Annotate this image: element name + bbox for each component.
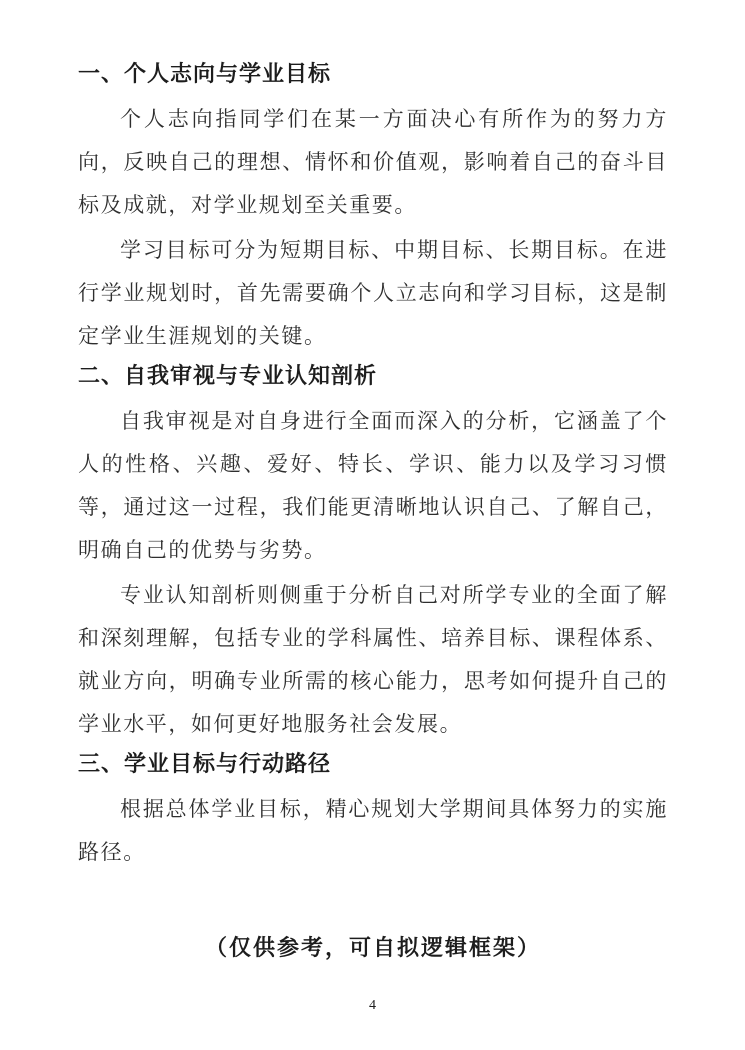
- page-number: 4: [369, 998, 376, 1013]
- section-action-path: [78, 748, 668, 874]
- section-self-review: [78, 360, 668, 746]
- document-content: [78, 58, 668, 969]
- paragraph: 个人志向指同学们在某一方面决心有所作为的努力方向，反映自己的理想、情怀和价值观，影响着自己的奋斗目标及成就，对学业规划至关重要。: [78, 107, 668, 217]
- section-heading-2: 二、自我审视与专业认知剖析: [78, 363, 378, 388]
- section-heading-3: 三、学业目标与行动路径: [78, 751, 332, 776]
- paragraph: 专业认知剖析则侧重于分析自己对所学专业的全面了解和深刻理解，包括专业的学科属性、培养目标、课程体系、就业方向，明确专业所需的核心能力，思考如何提升自己的学业水平，如何更好地服务社会发展。: [78, 583, 668, 736]
- page-footer: [0, 996, 745, 1014]
- paragraph: 自我审视是对自身进行全面而深入的分析，它涵盖了个人的性格、兴趣、爱好、特长、学识、能力以及学习习惯等，通过这一过程，我们能更清晰地认识自己、了解自己，明确自己的优势与劣势。: [78, 409, 668, 562]
- section-personal-ambition: [78, 58, 668, 358]
- paragraph: 学习目标可分为短期目标、中期目标、长期目标。在进行学业规划时，首先需要确个人立志向和学习目标，这是制定学业生涯规划的关键。: [78, 238, 668, 348]
- reference-note: （仅供参考，可自拟逻辑框架）: [204, 935, 541, 960]
- section-heading-1: 一、个人志向与学业目标: [78, 61, 332, 86]
- paragraph: 根据总体学业目标，精心规划大学期间具体努力的实施路径。: [78, 797, 668, 864]
